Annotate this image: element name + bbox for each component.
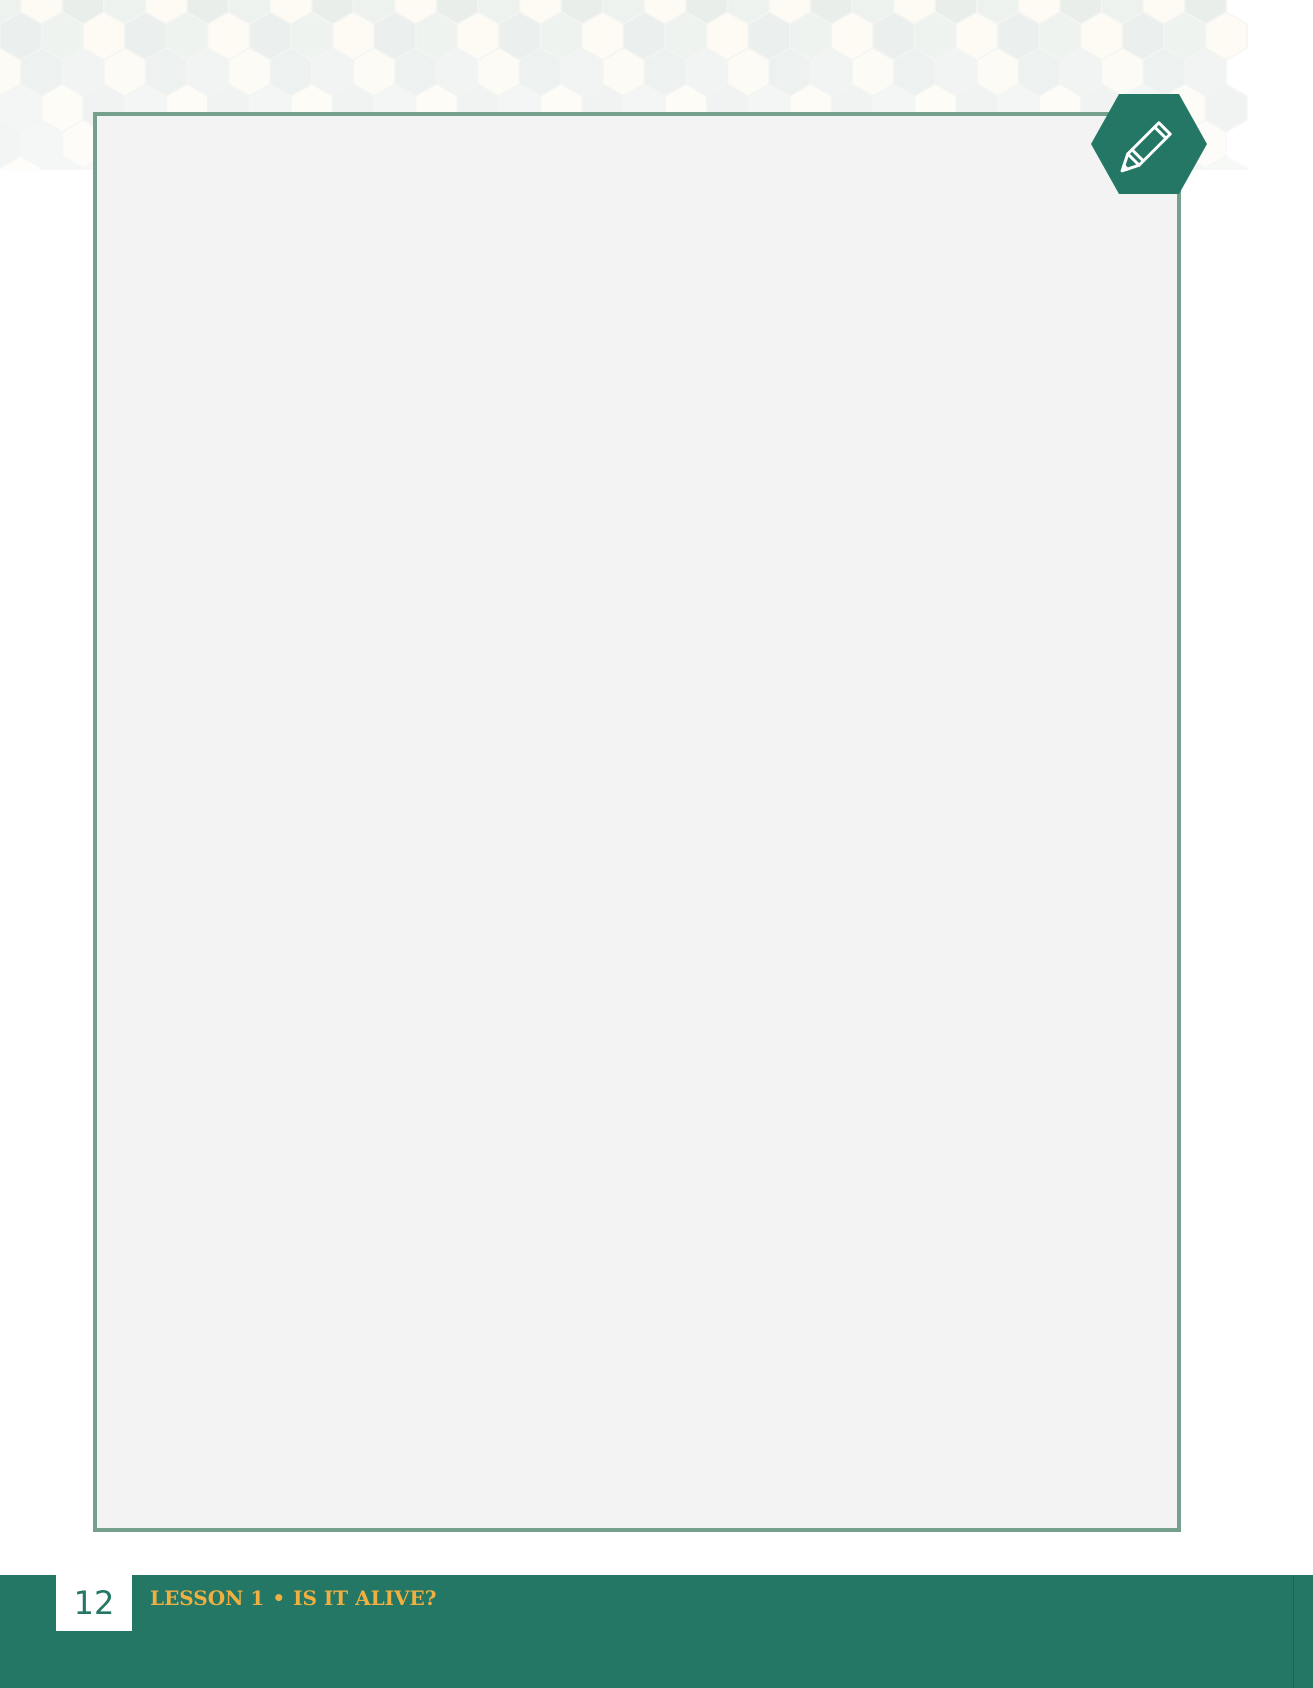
lesson-number: LESSON 1	[150, 1586, 265, 1610]
separator-dot: •	[272, 1586, 286, 1610]
worksheet-card	[93, 112, 1181, 1532]
page-number: 12	[56, 1575, 132, 1631]
lesson-label	[150, 1586, 437, 1610]
page-footer	[0, 1575, 1313, 1688]
footer-divider	[1293, 1575, 1294, 1688]
lesson-topic: IS IT ALIVE?	[293, 1586, 437, 1610]
pencil-badge	[1089, 92, 1209, 196]
